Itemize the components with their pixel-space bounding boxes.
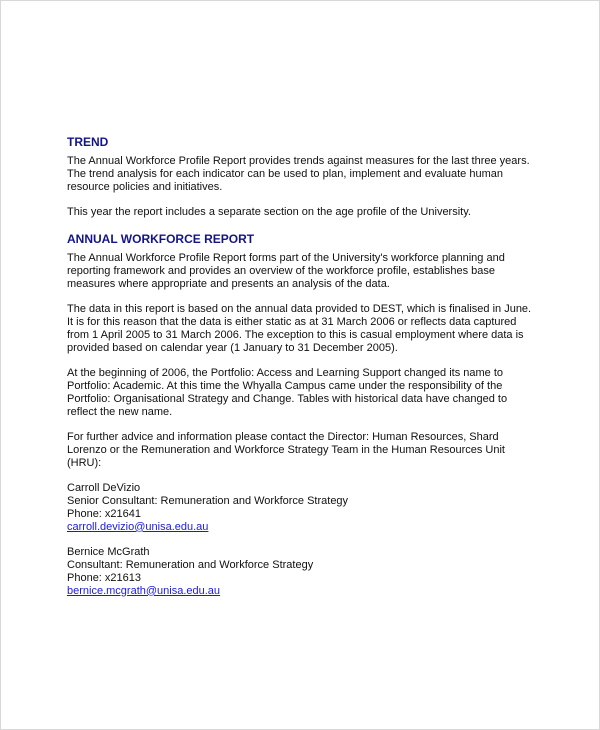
- contact-block: [67, 546, 313, 598]
- text-line: measures where appropriate and presents an analysis of the data.: [67, 277, 390, 290]
- contact-title: Senior Consultant: Remuneration and Workforce Strategy: [67, 494, 349, 507]
- contact-email-link[interactable]: bernice.mcgrath@unisa.edu.au: [67, 584, 221, 597]
- text-line: For further advice and information please contact the Director: Human Resources, Shard: [67, 431, 499, 443]
- text-line: from 1 April 2005 to 31 March 2006. The exception to this is casual employment where data is: [67, 328, 524, 341]
- annual-paragraph-3: [67, 367, 507, 419]
- text-line: It is for this reason that the data is either static as at 31 March 2006 or reflects data captured: [67, 315, 517, 328]
- annual-paragraph-2: [67, 303, 531, 355]
- annual-report-heading: ANNUAL WORKFORCE REPORT: [67, 232, 255, 246]
- annual-paragraph-4: [67, 431, 505, 470]
- annual-paragraph-1: [67, 252, 505, 291]
- contact-name: Bernice McGrath: [67, 546, 150, 558]
- text-line: reflect the new name.: [67, 405, 173, 418]
- contact-phone: Phone: x21641: [67, 507, 142, 520]
- text-line: At the beginning of 2006, the Portfolio: Access and Learning Support changed its name to: [67, 367, 504, 379]
- contact-block: [67, 482, 348, 534]
- contact-email-link[interactable]: carroll.devizio@unisa.edu.au: [67, 520, 209, 533]
- text-line: reporting framework and provides an overview of the workforce profile, establishes base: [67, 264, 495, 277]
- trend-heading: TREND: [67, 135, 109, 149]
- contact-name: Carroll DeVizio: [67, 482, 141, 494]
- text-line: Lorenzo or the Remuneration and Workforce Strategy Team in the Human Resources Unit: [67, 443, 505, 456]
- contact-phone: Phone: x21613: [67, 571, 142, 584]
- contact-title: Consultant: Remuneration and Workforce Strategy: [67, 558, 314, 571]
- text-line: Portfolio: Organisational Strategy and Change. Tables with historical data have changed to: [67, 392, 508, 405]
- text-line: The trend analysis for each indicator can be used to plan, implement and evaluate human: [67, 167, 503, 180]
- text-line: The Annual Workforce Profile Report provides trends against measures for the last three years.: [67, 155, 530, 167]
- text-line: The Annual Workforce Profile Report forms part of the University's workforce planning and: [67, 252, 505, 264]
- text-line: (HRU):: [67, 456, 102, 469]
- text-line: This year the report includes a separate section on the age profile of the University.: [67, 206, 471, 218]
- text-line: resource policies and initiatives.: [67, 180, 223, 193]
- trend-paragraph-1: [67, 155, 530, 194]
- text-line: Portfolio: Academic. At this time the Whyalla Campus came under the responsibility of the: [67, 379, 503, 392]
- text-line: The data in this report is based on the annual data provided to DEST, which is finalised in June.: [67, 303, 532, 315]
- trend-paragraph-2: [67, 206, 471, 219]
- text-line: provided based on calendar year (1 January to 31 December 2005).: [67, 341, 398, 354]
